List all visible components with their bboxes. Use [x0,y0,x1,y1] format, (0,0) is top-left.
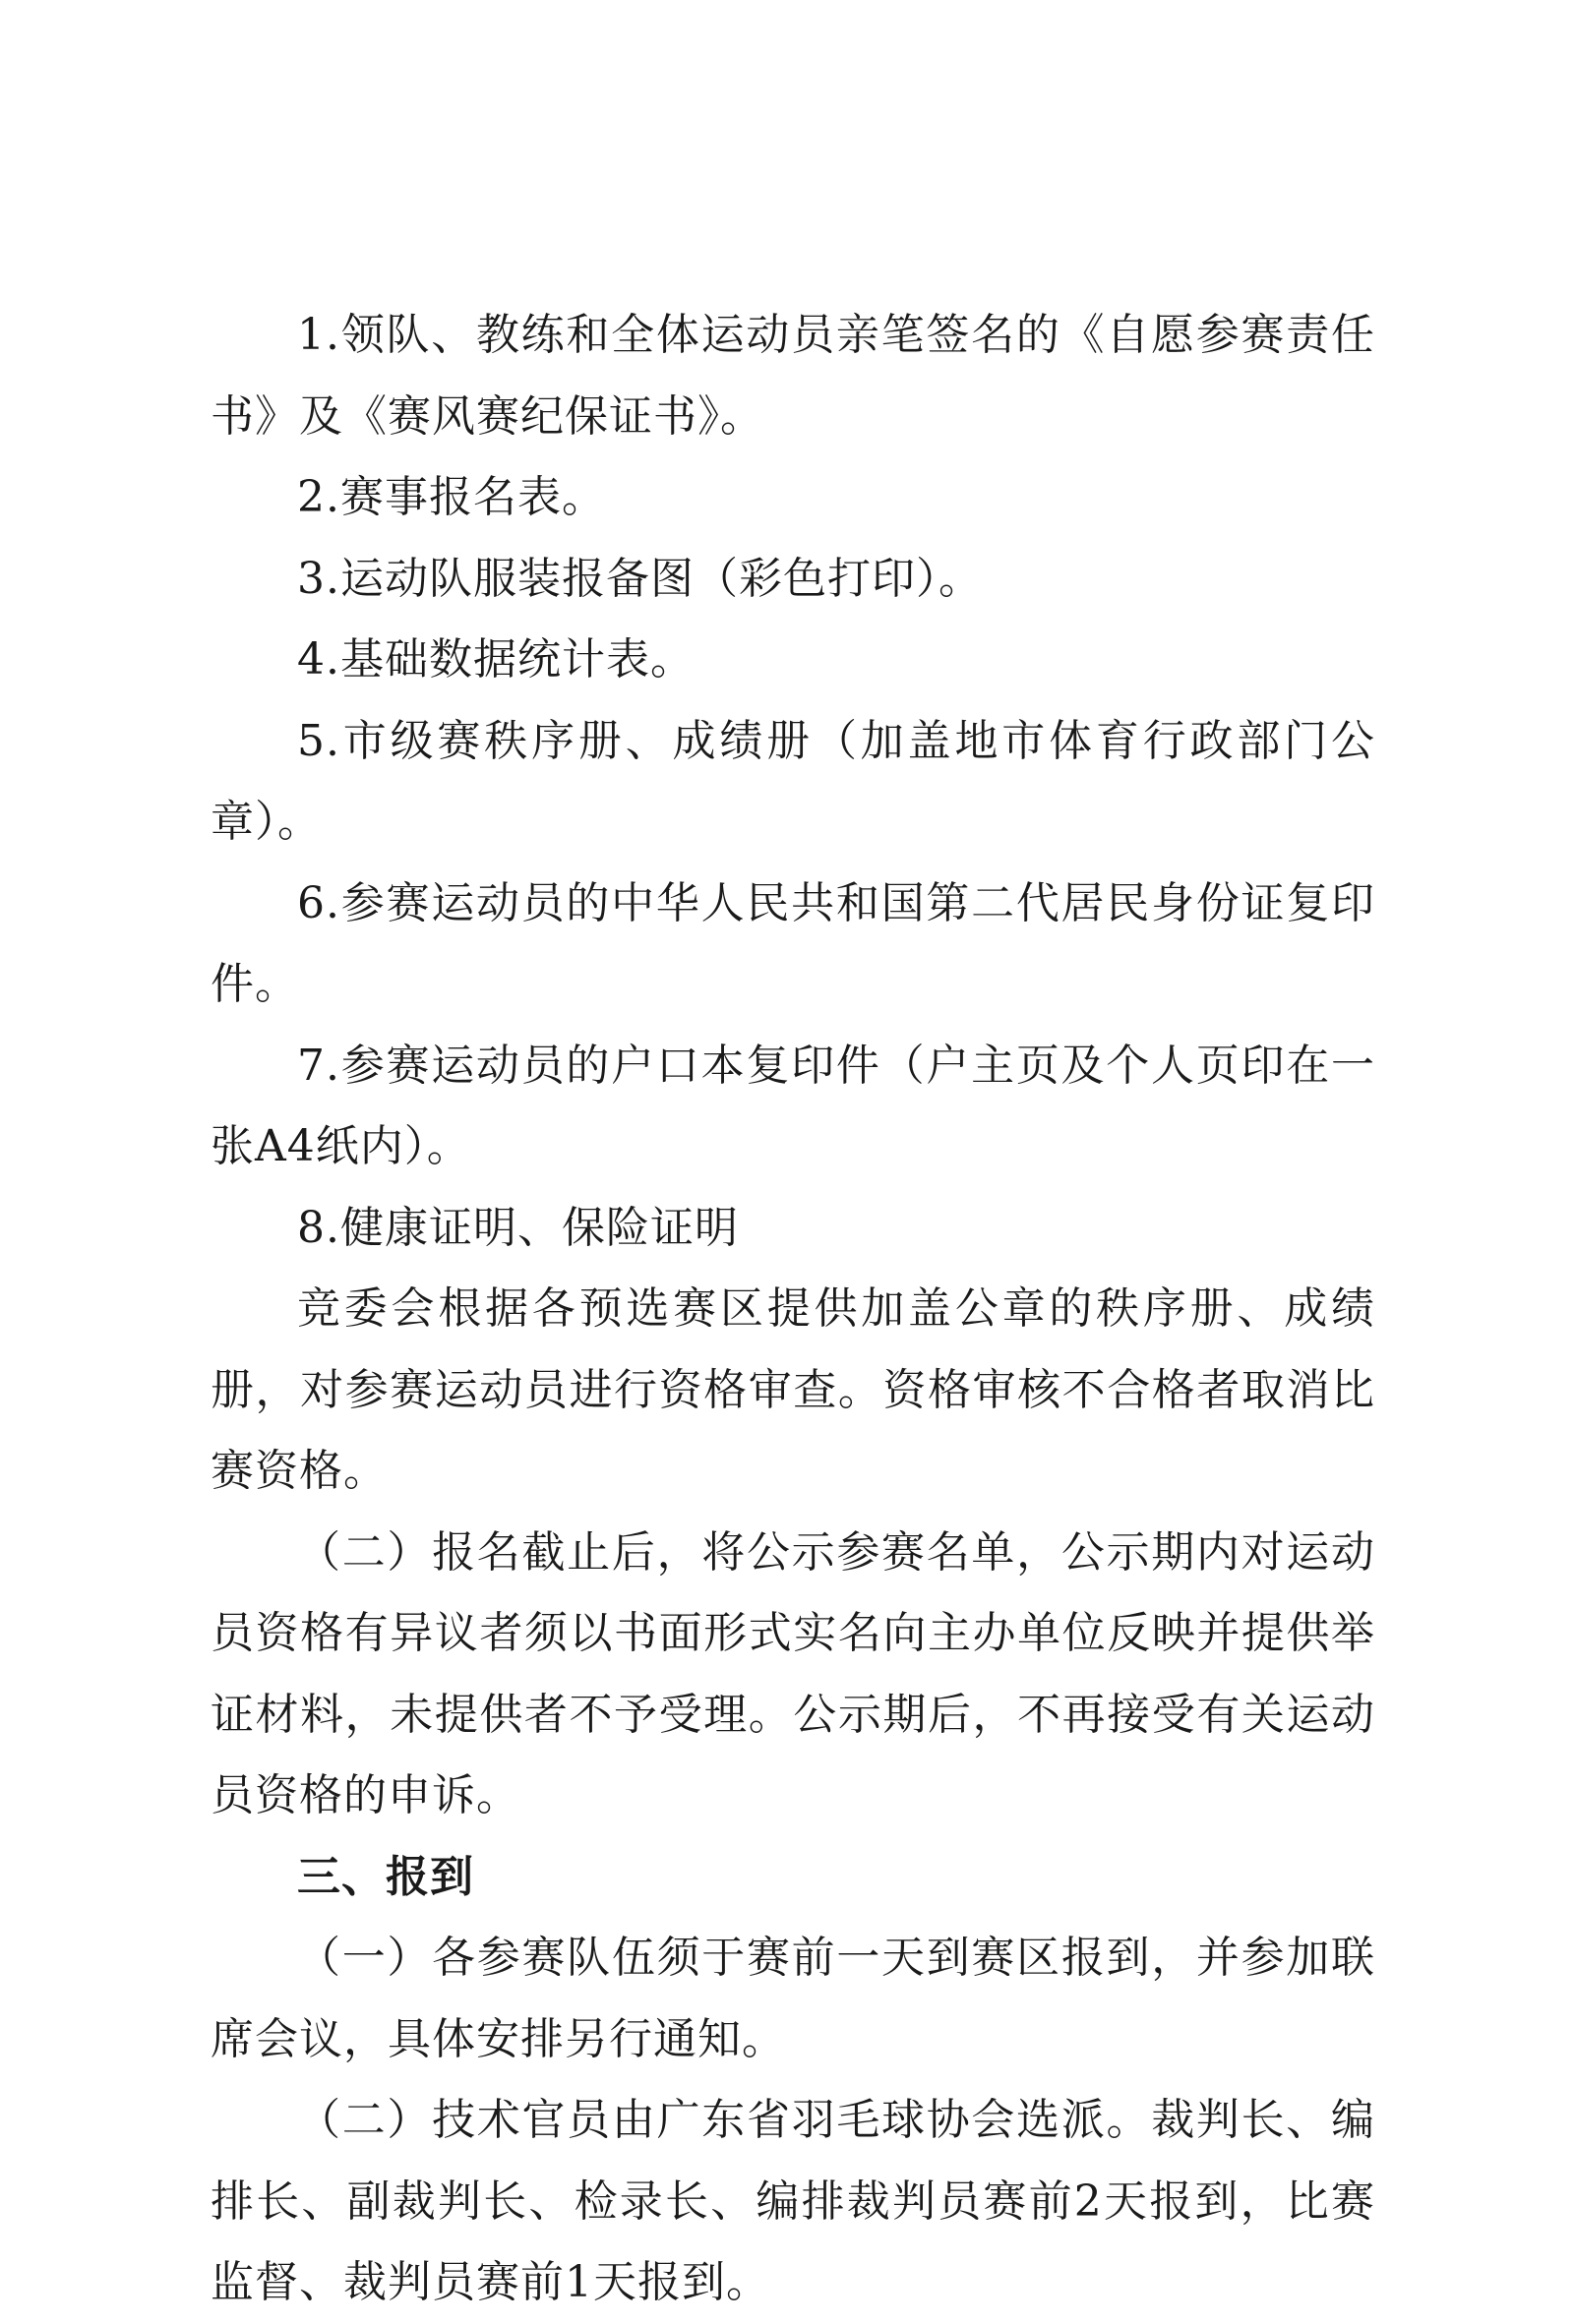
list-item-statistics-table: 4.基础数据统计表。 [297,634,695,685]
section-heading-report: 三、报到 [297,1851,474,1902]
list-item-health-insurance: 8.健康证明、保险证明 [297,1202,739,1253]
objection-paragraph: （二）报名截止后，将公示参赛名单，公示期内对运动员资格有异议者须以书面形式实名向主办单位反映并提供举证材料，未提供者不予受理。公示期后，不再接受有关运动员资格的申诉。 [211,1526,1375,1820]
document-body [211,295,1375,2324]
list-item-uniform-chart: 3.运动队服装报备图（彩色打印）。 [297,553,983,604]
list-item-id-card-copy: 6.参赛运动员的中华人民共和国第二代居民身份证复印件。 [211,877,1375,1009]
report-team-paragraph: （一）各参赛队伍须于赛前一天到赛区报到，并参加联席会议，具体安排另行通知。 [211,1933,1375,2064]
list-item-household-register-copy: 7.参赛运动员的户口本复印件（户主页及个人页印在一张A4纸内）。 [211,1040,1375,1171]
list-item-registration-form: 2.赛事报名表。 [297,472,606,522]
list-item-submission-documents: 1.领队、教练和全体运动员亲笔签名的《自愿参赛责任书》及《赛风赛纪保证书》。 [211,310,1375,442]
qualification-review-paragraph: 竞委会根据各预选赛区提供加盖公章的秩序册、成绩册，对参赛运动员进行资格审查。资格审核不合格者取消比赛资格。 [211,1283,1375,1496]
list-item-city-results-book: 5.市级赛秩序册、成绩册（加盖地市体育行政部门公章）。 [211,715,1375,847]
report-officials-paragraph: （二）技术官员由广东省羽毛球协会选派。裁判长、编排长、副裁判长、检录长、编排裁判员赛前2天报到，比赛监督、裁判员赛前1天报到。 [211,2095,1375,2307]
